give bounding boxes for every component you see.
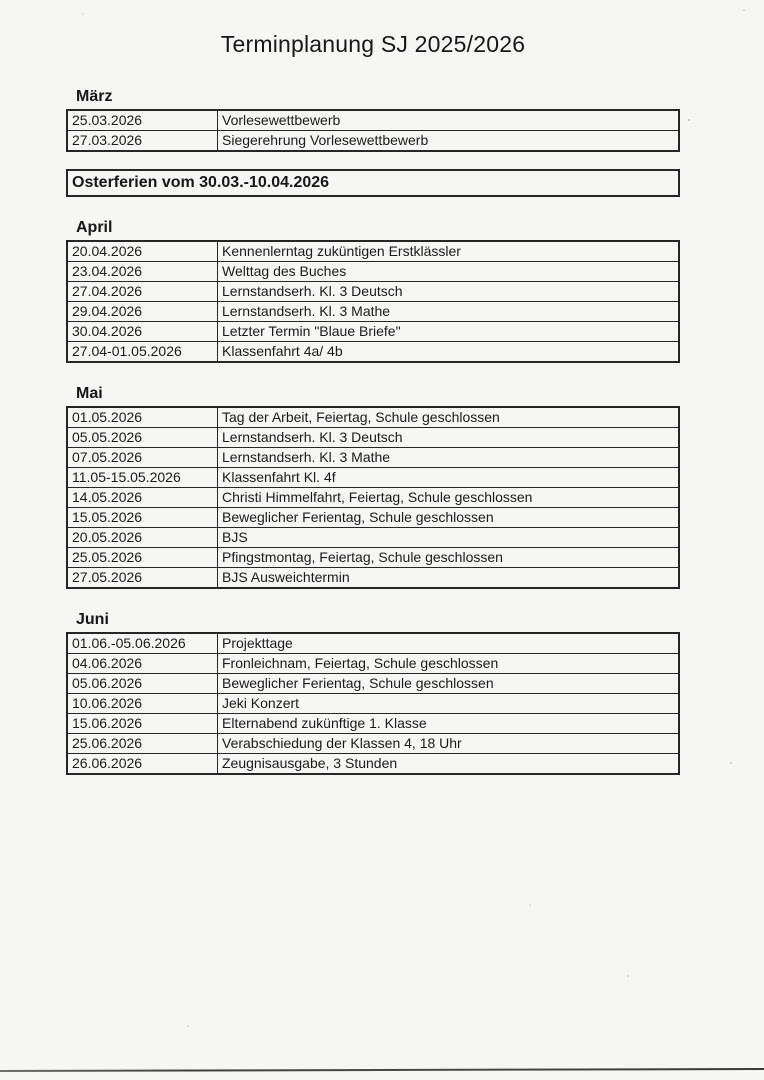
event-cell: Welttag des Buches	[218, 262, 680, 282]
event-cell: Letzter Termin "Blaue Briefe"	[218, 322, 680, 342]
holiday-banner: Osterferien vom 30.03.-10.04.2026	[66, 169, 680, 197]
schedule-table-maerz	[66, 109, 680, 152]
date-cell: 10.06.2026	[67, 694, 218, 714]
table-row	[67, 342, 679, 363]
event-cell: Lernstandserh. Kl. 3 Mathe	[218, 448, 680, 468]
event-cell: Christi Himmelfahrt, Feiertag, Schule geschlossen	[218, 488, 680, 508]
date-cell: 27.05.2026	[67, 568, 218, 589]
schedule-table-juni	[66, 632, 680, 775]
table-row	[67, 322, 679, 342]
event-cell: Vorlesewettbewerb	[218, 110, 680, 131]
schedule-table-april	[66, 240, 680, 363]
event-cell: Fronleichnam, Feiertag, Schule geschlossen	[218, 654, 680, 674]
table-row	[67, 488, 679, 508]
month-heading-juni: Juni	[76, 611, 109, 628]
table-row	[67, 508, 679, 528]
event-cell: Lernstandserh. Kl. 3 Deutsch	[218, 428, 680, 448]
month-heading-april: April	[76, 219, 113, 236]
table-row	[67, 407, 679, 428]
date-cell: 26.06.2026	[67, 754, 218, 775]
date-cell: 27.04-01.05.2026	[67, 342, 218, 363]
date-cell: 20.04.2026	[67, 241, 218, 262]
event-cell: Klassenfahrt 4a/ 4b	[218, 342, 680, 363]
table-row	[67, 734, 679, 754]
table-row	[67, 468, 679, 488]
date-cell: 11.05-15.05.2026	[67, 468, 218, 488]
event-cell: BJS Ausweichtermin	[218, 568, 680, 589]
date-cell: 25.05.2026	[67, 548, 218, 568]
event-cell: Beweglicher Ferientag, Schule geschlossen	[218, 674, 680, 694]
event-cell: Projekttage	[218, 633, 680, 654]
table-row	[67, 694, 679, 714]
event-cell: Siegerehrung Vorlesewettbewerb	[218, 131, 680, 152]
table-row	[67, 428, 679, 448]
event-cell: Zeugnisausgabe, 3 Stunden	[218, 754, 680, 775]
scan-edge-artifact	[0, 1068, 764, 1072]
table-row	[67, 674, 679, 694]
table-row	[67, 714, 679, 734]
date-cell: 27.03.2026	[67, 131, 218, 152]
table-row	[67, 110, 679, 131]
event-cell: Beweglicher Ferientag, Schule geschlossen	[218, 508, 680, 528]
event-cell: BJS	[218, 528, 680, 548]
event-cell: Jeki Konzert	[218, 694, 680, 714]
date-cell: 05.06.2026	[67, 674, 218, 694]
table-row	[67, 654, 679, 674]
table-row	[67, 568, 679, 589]
table-row	[67, 302, 679, 322]
month-heading-maerz: März	[76, 88, 113, 105]
document-content	[0, 30, 764, 775]
date-cell: 20.05.2026	[67, 528, 218, 548]
table-row	[67, 528, 679, 548]
table-row	[67, 448, 679, 468]
table-row	[67, 131, 679, 152]
table-row	[67, 262, 679, 282]
page-title: Terminplanung SJ 2025/2026	[220, 31, 526, 57]
date-cell: 04.06.2026	[67, 654, 218, 674]
date-cell: 29.04.2026	[67, 302, 218, 322]
date-cell: 14.05.2026	[67, 488, 218, 508]
event-cell: Lernstandserh. Kl. 3 Deutsch	[218, 282, 680, 302]
date-cell: 30.04.2026	[67, 322, 218, 342]
event-cell: Verabschiedung der Klassen 4, 18 Uhr	[218, 734, 680, 754]
date-cell: 05.05.2026	[67, 428, 218, 448]
event-cell: Pfingstmontag, Feiertag, Schule geschlossen	[218, 548, 680, 568]
date-cell: 23.04.2026	[67, 262, 218, 282]
event-cell: Klassenfahrt Kl. 4f	[218, 468, 680, 488]
table-row	[67, 241, 679, 262]
date-cell: 15.06.2026	[67, 714, 218, 734]
schedule-table-mai	[66, 406, 680, 589]
event-cell: Tag der Arbeit, Feiertag, Schule geschlossen	[218, 407, 680, 428]
table-row	[67, 754, 679, 775]
table-row	[67, 633, 679, 654]
date-cell: 25.06.2026	[67, 734, 218, 754]
table-row	[67, 548, 679, 568]
date-cell: 27.04.2026	[67, 282, 218, 302]
date-cell: 25.03.2026	[67, 110, 218, 131]
date-cell: 01.06.-05.06.2026	[67, 633, 218, 654]
table-row	[67, 282, 679, 302]
month-heading-mai: Mai	[76, 385, 103, 402]
date-cell: 15.05.2026	[67, 508, 218, 528]
event-cell: Kennenlerntag zuküntigen Erstklässler	[218, 241, 680, 262]
event-cell: Lernstandserh. Kl. 3 Mathe	[218, 302, 680, 322]
date-cell: 01.05.2026	[67, 407, 218, 428]
date-cell: 07.05.2026	[67, 448, 218, 468]
event-cell: Elternabend zukünftige 1. Klasse	[218, 714, 680, 734]
